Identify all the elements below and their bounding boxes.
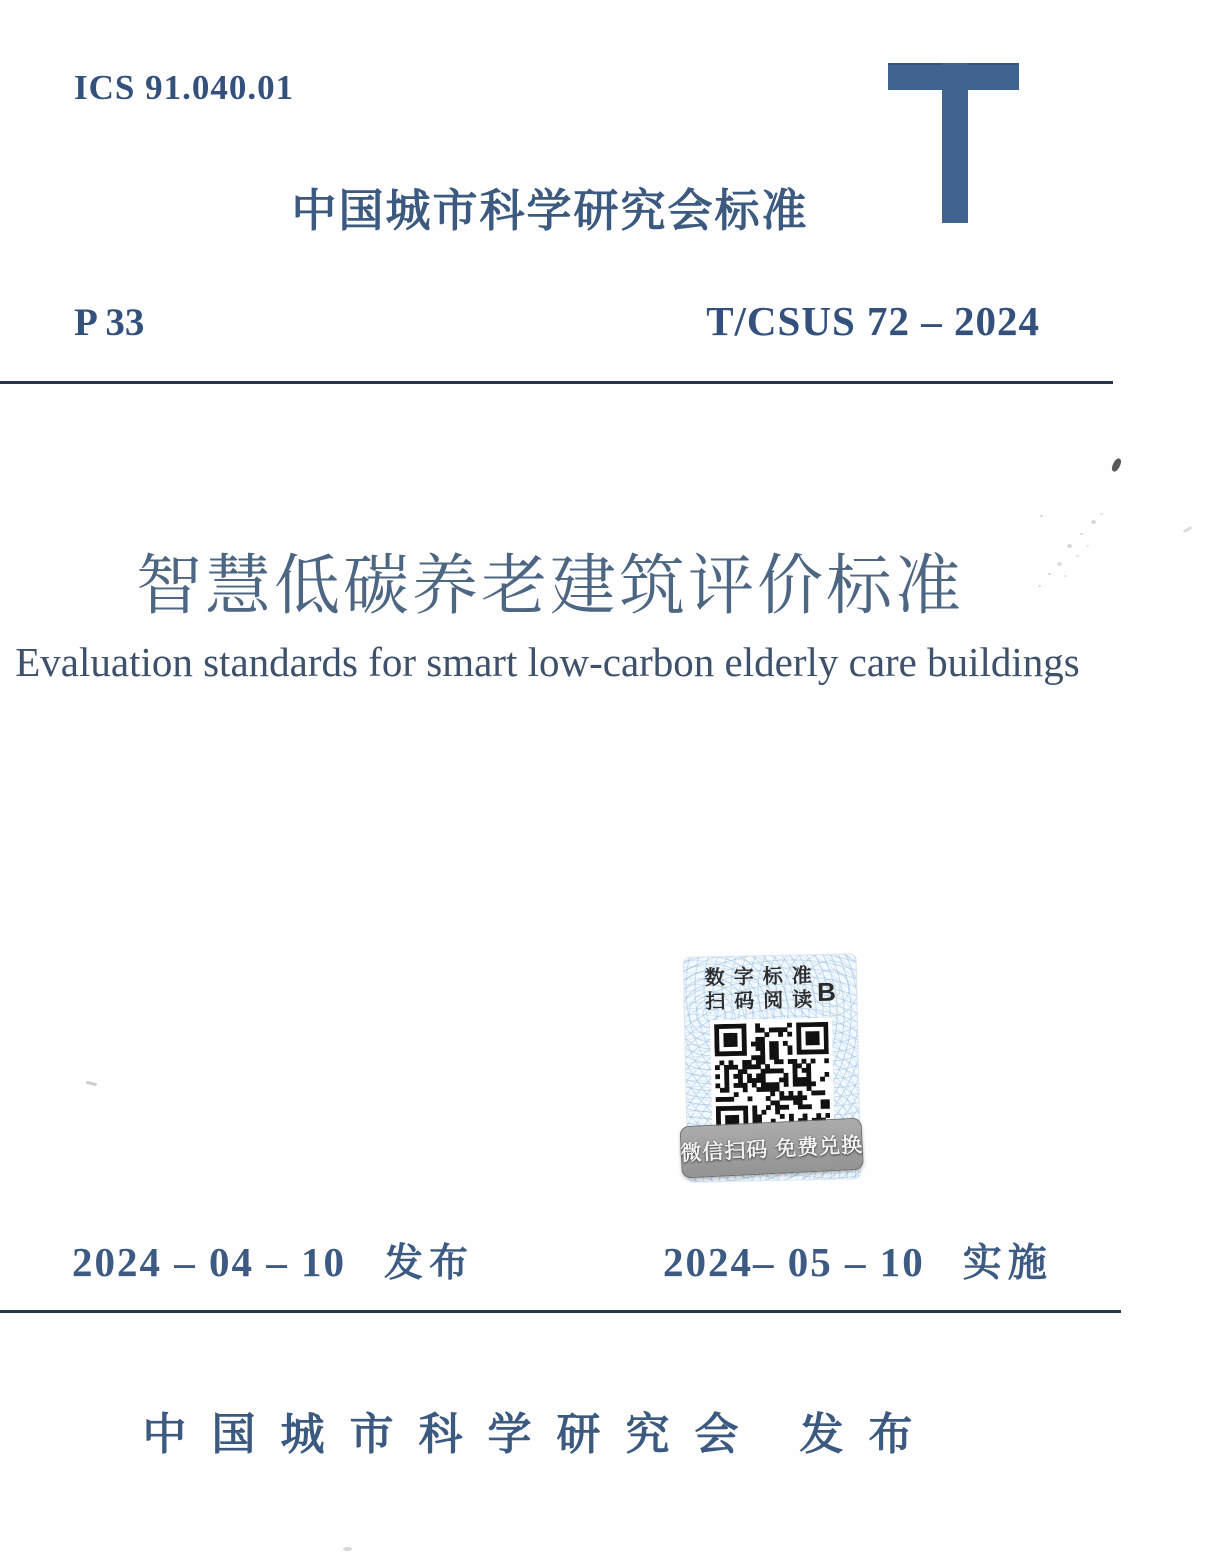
title-row [0,532,1100,627]
page-title: 智慧低碳养老建筑评价标准 [136,550,964,623]
issue-date-row [72,1232,474,1288]
qr-banner-text: 微信扫码 免费兑换 [679,1133,864,1166]
page-title-english: Evaluation standards for smart low-carbon elderly care buildings [15,639,1080,685]
qr-label-suffix: B [816,976,837,1007]
qr-sticker [679,954,864,1182]
implement-label: 实施 [962,1242,1053,1285]
scan-speck [86,1081,97,1087]
publisher-name: 中国城市科学研究会 [142,1410,764,1459]
qr-banner [680,1118,864,1179]
doc-classification: P 33 [74,301,145,344]
scan-speck [343,1547,352,1551]
scan-speck [1110,457,1122,473]
implement-date: 2024– 05 – 10 [663,1239,925,1285]
top-divider-rule [0,381,1113,384]
scan-smudge [1040,515,1043,517]
qr-label-line1: 数字标准 [704,964,821,990]
scan-speck [1183,526,1192,533]
t-logo-stem [942,63,968,223]
issue-label: 发布 [384,1242,475,1285]
org-standard-label: 中国城市科学研究会标准 [291,185,809,236]
subtitle-row [0,638,1095,686]
t-standard-logo-icon [888,63,1019,223]
qr-label-line2: 扫码阅读 [704,988,822,1014]
qr-sticker-header [684,954,857,1015]
publisher-publish-label: 发布 [799,1410,938,1459]
bottom-divider-rule [0,1310,1121,1313]
implement-date-row [663,1232,1053,1288]
publisher-row [0,1398,1080,1462]
standard-number: T/CSUS 72 – 2024 [706,298,1040,344]
ics-code: ICS 91.040.01 [74,68,295,107]
issue-date: 2024 – 04 – 10 [72,1239,346,1285]
